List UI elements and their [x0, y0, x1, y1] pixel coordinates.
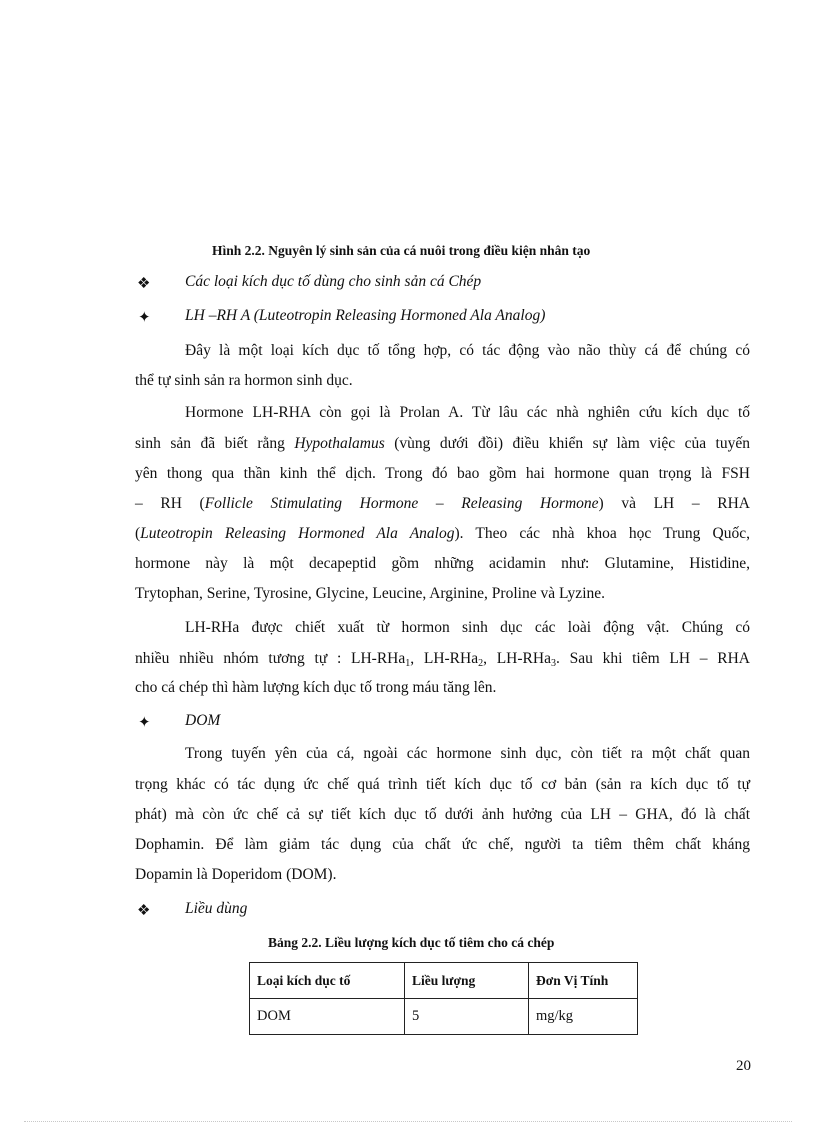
section-heading-kich-duc-to: Các loại kích dục tố dùng cho sinh sản cá Chép [185, 273, 482, 290]
para2-line2-a: sinh sản đã biết rằng [135, 435, 295, 452]
para3-line2-d: . Sau khi tiêm LH – RHA [555, 650, 750, 667]
para2-line2 [135, 435, 750, 453]
para3-line3: cho cá chép thì hàm lượng kích dục tố trong máu tăng lên. [135, 679, 497, 696]
para2-line5 [135, 525, 750, 543]
para2-line6: hormone này là một decapeptid gồm những acidamin như: Glutamine, Histidine, [135, 555, 750, 572]
para2-line5-c: ). Theo các nhà khoa học Trung Quốc, [454, 525, 750, 542]
subscript-2: 2 [478, 658, 484, 669]
para2-line7: Trytophan, Serine, Tyrosine, Glycine, Leucine, Arginine, Proline và Lyzine. [135, 585, 606, 602]
table-header-cell: Loại kích dục tố [250, 963, 405, 999]
para2-line1: Hormone LH-RHA còn gọi là Prolan A. Từ lâu các nhà nghiên cứu kích dục tố [185, 404, 750, 421]
para3-line1: LH-RHa được chiết xuất từ hormon sinh dục các loài động vật. Chúng có [185, 619, 750, 636]
dosage-table [249, 962, 638, 1035]
subscript-3: 3 [550, 658, 556, 669]
table-caption: Bảng 2.2. Liều lượng kích dục tố tiêm cho cá chép [268, 935, 555, 950]
para3-line2 [135, 650, 750, 668]
star-bullet-icon: ✦ [138, 715, 151, 731]
subscript-1: 1 [405, 658, 411, 669]
term-hypothalamus: Hypothalamus [294, 435, 385, 452]
table-header-row [250, 963, 638, 999]
para1-line2: thể tự sinh sản ra hormon sinh dục. [135, 372, 353, 389]
para1-line1: Đây là một loại kích dục tố tổng hợp, có tác động vào não thùy cá để chúng có [185, 342, 750, 359]
para2-line5-a: ( [135, 525, 141, 542]
table-cell: DOM [250, 999, 405, 1035]
para3-line2-a: nhiều nhiều nhóm tương tự : LH-RHa [135, 650, 406, 667]
para4-line3: phát) mà còn ức chế cả sự tiết kích dục tố dưới ảnh hưởng của LH – GHA, đó là chất [135, 806, 750, 823]
para3-line2-c: , LH-RHa [483, 650, 551, 667]
diamond-bullet-icon: ❖ [137, 903, 151, 919]
term-fsh-rh: Follicle Stimulating Hormone – Releasing Hormone [204, 495, 599, 512]
para2-line3: yên thong qua thần kinh thể dịch. Trong đó bao gồm hai hormone quan trọng là FSH [135, 465, 750, 482]
para4-line2: trọng khác có tác dụng ức chế quá trình tiết kích dục tố cơ bản (sản ra kích dục tố tự [135, 776, 750, 793]
para4-line1: Trong tuyến yên của cá, ngoài các hormone sinh dục, còn tiết ra một chất quan [185, 745, 750, 762]
table-row [250, 999, 638, 1035]
section-heading-lieu-dung: Liều dùng [185, 900, 248, 917]
figure-caption: Hình 2.2. Nguyên lý sinh sản của cá nuôi trong điều kiện nhân tạo [212, 243, 591, 258]
star-bullet-icon: ✦ [138, 310, 151, 326]
page-number: 20 [736, 1058, 751, 1074]
subheading-dom: DOM [185, 712, 221, 729]
table-header-cell: Đơn Vị Tính [529, 963, 638, 999]
para2-line4-a: – RH ( [135, 495, 205, 512]
table-cell: 5 [405, 999, 529, 1035]
para2-line4 [135, 495, 750, 513]
subheading-lh-rh-a: LH –RH A (Luteotropin Releasing Hormoned Ala Analog) [185, 307, 546, 324]
para3-line2-b: , LH-RHa [410, 650, 479, 667]
term-lh-rha: Luteotropin Releasing Hormoned Ala Analog [140, 525, 455, 542]
table-header-cell: Liều lượng [405, 963, 529, 999]
para4-line5: Dopamin là Doperidom (DOM). [135, 866, 337, 883]
para2-line4-c: ) và LH – RHA [598, 495, 750, 512]
table-cell: mg/kg [529, 999, 638, 1035]
page-bottom-divider [24, 1121, 792, 1122]
para4-line4: Dophamin. Để làm giảm tác dụng của chất ức chế, người ta tiêm thêm chất kháng [135, 836, 750, 853]
para2-line2-c: (vùng dưới đồi) điều khiển sự làm việc của tuyến [384, 435, 750, 452]
diamond-bullet-icon: ❖ [137, 276, 151, 292]
